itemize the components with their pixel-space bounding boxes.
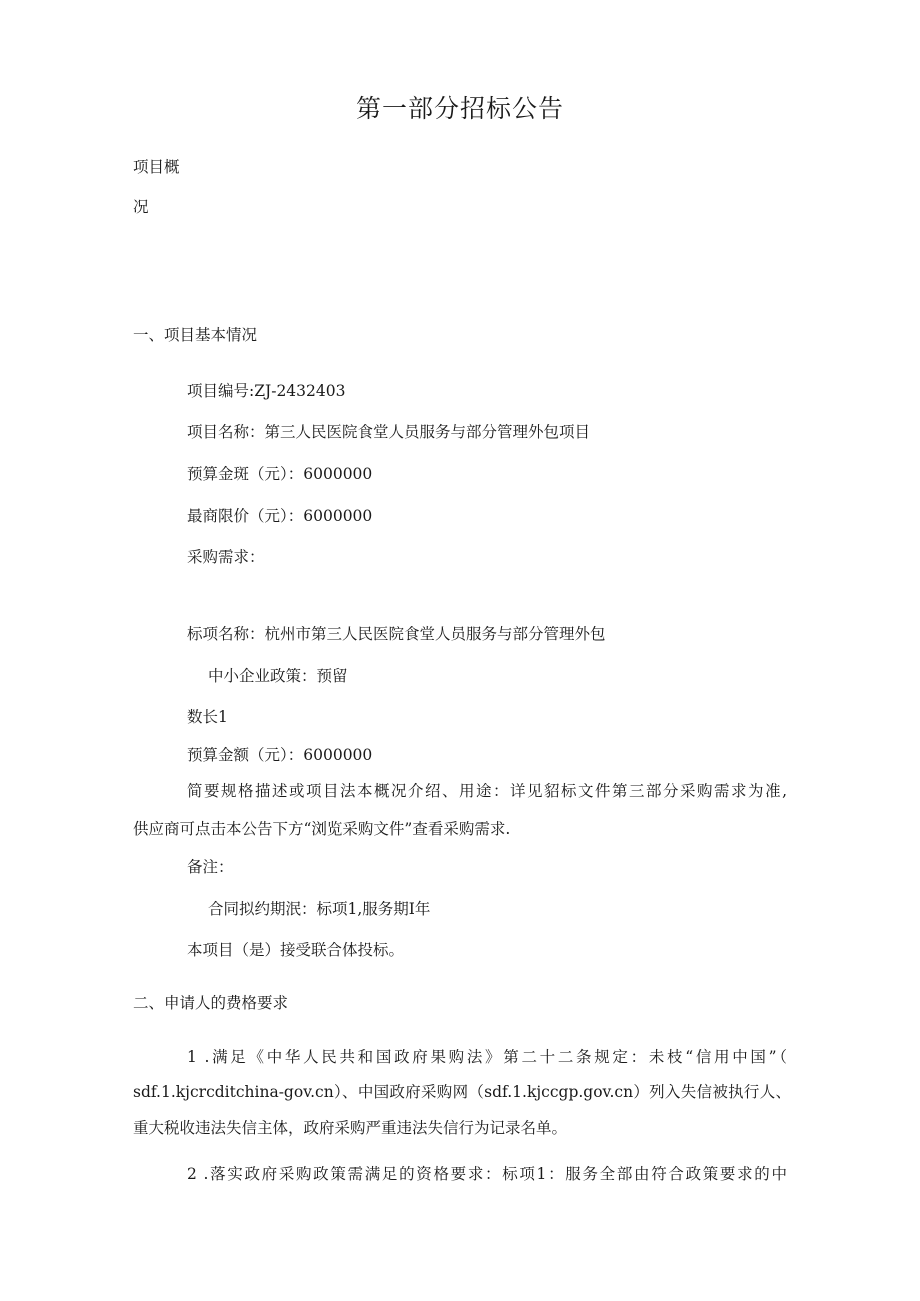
remarks-label: 备注： [187, 858, 234, 876]
overview-label-line1: 项目概 [133, 158, 180, 176]
requirement1-line1: 1 .满足《中华人民共和国政府果购法》第二十二条规定：未枝“信用中国”（ [187, 1048, 787, 1066]
section2-heading: 二、申请人的费格要求 [133, 994, 289, 1012]
budget-amount: 预算金斑（元）：6000000 [187, 465, 373, 483]
lot-budget: 预算金额（元）：6000000 [187, 746, 373, 764]
max-price: 最商限价（元）：6000000 [187, 507, 373, 525]
requirement2-line1: 2 .落实政府采购政策需满足的资格要求：标项1：服务全部由符合政策要求的中 [187, 1165, 787, 1183]
project-name: 项目名称：第三人民医院食堂人员服务与部分管理外包项目 [187, 423, 591, 441]
sme-policy: 中小企业政策：预留 [208, 667, 348, 685]
requirement1-line3: 重大税收违法失信主体，政府采购严重违法失信行为记录名单。 [133, 1119, 568, 1137]
quantity: 数长1 [187, 708, 228, 726]
page-title: 第一部分招标公告 [355, 94, 564, 123]
section1-heading: 一、项目基本情况 [133, 326, 258, 344]
overview-label-line2: 况 [133, 198, 149, 216]
description-line2: 供应商可点击本公告下方“浏览采购文件”查看采购需求. [133, 820, 511, 838]
requirement1-line2: sdf.1.kjcrcditchina-gov.cn）、中国政府采购网（sdf.1.kjccgp.gov.cn）列入失信被执行人、 [133, 1083, 791, 1101]
contract-period: 合同拟约期泯：标项1,服务期I年 [208, 900, 431, 918]
procurement-needs: 采购需求： [187, 548, 265, 566]
project-number: 项目编号:ZJ-2432403 [187, 382, 346, 400]
description-line1: 简要规格描述或项目法本概况介绍、用途：详见貂标文件第三部分采购需求为准, [187, 782, 787, 800]
lot-name: 标项名称：杭州市第三人民医院食堂人员服务与部分管理外包 [187, 625, 606, 643]
consortium-note: 本项目（是）接受联合体投标。 [187, 941, 405, 959]
